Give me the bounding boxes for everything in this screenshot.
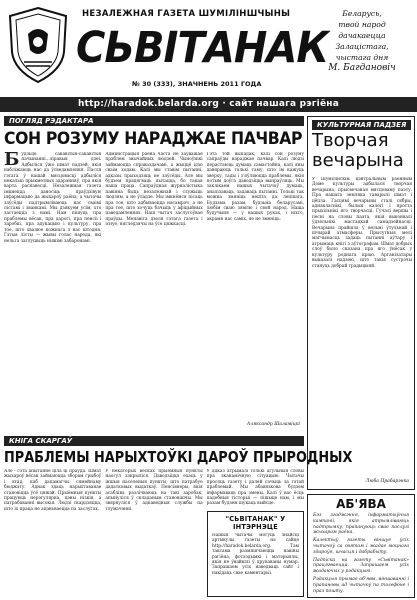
editorial-column: Гэта той выпадак, калі сон розуму сапраўды нараджае пачвар. Калі людзі перастаюць думаць самастойна, калі яны давяраюць толькі таму, што ім кажуць зверху, тады і з'яўляюцца праблемы, якія потым доўга даводзіцца выпраўляць. Мы заклікаем нашых чытачоў думаць, аналізаваць, задаваць пытанні. Толькі так можна змяніць нешта да лепшага. Будзьма разам, будзьма беларусамі, любім сваю зямлю і свой народ. Наша будучыня — у нашых руках, і ніхто, акрамя нас саміх, яе не зменіць. [206,152,304,222]
internet-info-box [207,511,304,597]
masthead [0,0,417,97]
dedication-line: чыстага дня [335,53,389,62]
complaints-rubric: КНІГА СКАРГАЎ [4,436,77,446]
dedication-line: твой народ [338,20,386,29]
announcements-list [308,511,414,598]
internet-box-text: Нашыя чытачы могуць знайсці артыкулы газеты на сайце http://haradok.belarda.org. Там таксама размяшчаюцца навіны рэгіёна, фотаздымкі і матэрыялы, якія не ўвайшлі ў друкаваны нумар. Запрашаем усіх наведваць сайт і пакідаць свае каментарыі. [212,533,299,576]
newspaper-subtitle: НЕЗАЛЕЖНАЯ ГАЗЕТА ШУМІЛІНШЧЫНЫ [82,9,291,19]
editorial-author: Аляксандр Шаламіцкі [246,422,300,427]
editorial-headline: СОН РОЗУМУ НАРАДЖАЕ ПАЧВАР [4,129,303,149]
editorial-rubric: ПОГЛЯД РЭДАКТАРА [4,116,99,126]
website-url-bar[interactable]: http://haradok.belarda.org · сайт нашага рэгіёна [0,97,417,112]
announcements-title: АБ'ЯВА [336,497,386,511]
issue-line: № 30 (333), ЗНАЧНЕНЬ 2011 ГОДА [132,80,262,88]
culture-headline: Творчая вечарына [312,130,404,171]
announcements-box [307,494,415,598]
editorial-article [4,116,304,434]
dedication-signature: М. Багдановіч [328,63,396,73]
complaints-column: У адказ атрымалі толькі агульныя словы пра эканамічную сітуацыю. Чытачы просяць газету і далей сачыць за гэтай праблемай. Мы абавязкова будзем інфармаваць пра змены. Калі ў вас ёсць падобныя гісторыі — пішыце нам, і мы разам будзем шукаць выйсце. [206,469,304,507]
culture-rubric: КУЛЬТУРНАЯ ПАДЗЕЯ [312,120,411,130]
complaints-column: Але - гэта апытанне ціла ці праўда. Шмат жыхароў вёсак займаюцца зборам грыбоў і ягад, каб дапамагчы сямейнаму бюджэту. Аднак здаць нарыхтаванае становіцца ўсё цяжэй. Прыёмныя пункты працуюць нерэгулярна, цэны нізкія, а патрабаванні высокія. Людзі скардзяцца, што іх праца не ацэньваецца па заслугах. [4,469,102,512]
announcement-item: Бэз згаджэння, інфарматыўныя кампаніі, якія атрымліваюць падтрымку, прапануюць свае паслугі жыхарам раёна. [313,513,409,536]
culture-article [307,116,415,490]
coat-of-arms-emblem [6,6,70,84]
complaints-headline: ПРАБЛЕМЫ НАРЫХТОЎКІ ДАРОЎ ПРЫРОДНЫХ [4,448,353,466]
internet-box-title: "СЬВІТАНАК" У ІНТЭРНЭЦЕ [225,515,286,531]
editorial-column-text: удзьце сакавітыя-сакавітыя пачынанні...ліравыя дзеі. Адбыліся ўжо шмат падзей, якія набліжаюць нас да ўсведамлення. Пасля гэтага ў нашай мясцовасці адбыліся некалькі прыкметных здарэнняў, пра якія варта распавесці. Незалежная газета імкнецца даносіць праўдзівую інфармацыю да жыхароў раёна, а чытачы заўсёды падтрымліваюць нас сваімі лістамі і званкамі. Мы дзякуем усім, хто застаецца з намі. Нам пішуць пра праблемы вёсак, пра дарогі, пра пенсіі і заробкі, пра адукацыю і культуру, пра тое, што хвалюе кожнага з нас штодня. Гэтыя лісты — жывы голас народа, які нельга заглушыць ніякімі забаронамі. [4,152,102,244]
dedication-line: Беларусь, [342,9,382,18]
culture-text: У Шумілінскім цэнтральным раённым Доме культуры адбылася творчая вечарына, прысвечаная мясцоваму паэту. Пра нашага земляка гаварылі шмат і цёпла. Гасцямі вечарыны сталі сябры, аднакласнікі, былыя калегі і проста прыхільнікі яго творчасці. Гучалі вершы і песні на словы паэта, якія выконвалі ўдзельнікі мастацкай самадзейнасці. Вечарына прайшла ў вельмі ўтульнай і шчырай атмасферы. Прысутныя мелі магчымасць задаць пытанні аўтару і атрымаць кнігі з аўтографам. Шмат добрых слоў было сказана пра яго ўнёсак у культуру роднага краю. Арганізатары выказалі надзею, што такія сустрэчы стануць добрай традыцыяй. [312,177,412,269]
culture-author: Люба Прабарэнка [365,479,409,484]
announcement-item: Падпіска на газету «Сьвітанак» працягваецца. Запрашаем усіх жадаючых у рэдакцыю. [313,557,409,575]
editorial-column [4,152,101,432]
drop-cap: Б [4,152,20,170]
announcement-item: Калектыў газеты віншуе ўсіх чытачоў са святам і жадае моцнага здароўя, шчасця і дабрабыту. [313,538,409,555]
editorial-columns [4,152,304,432]
complaints-column: У некаторых вёсках прыёмныя пункты наогул закрыліся. Даводзіцца ехаць у іншыя населеныя пункты, што патрабуе дадатковых выдаткаў. Пенсіянеры, якія асабліва разлічваюць на такі заробак, апынуліся ў складаным становішчы. Мы звярнуліся ў адпаведныя службы па тлумачэнні. [105,469,203,512]
editorial-column: Адміністрацыя раёна часта не заўважае праблем звычайных людзей. Чыноўнікі займаюцца справаздачамі, а жыццё ідзе сваім ходам. Калі мы ставім пытанні, адказы прыходзяць не заўсёды. Але мы будзем працягваць пытацца, бо такая наша праца. Сапраўдная журналістыка павінна быць незалежнай і служыць людзям, а не ўладзе. Мы імкнёмся пісаць пра тое, што адбываецца насамрэч, а не пра тое, што хочуць бачыць у афіцыйных паведамленнях. Наш чытач заслугоўвае праўды. Менавіта дзеля гэтага газета і існуе, нягледзячы на ўсе цяжкасці. [105,152,203,228]
dedication-line: дачакаецца [338,31,386,40]
newspaper-title: СЬВІТАНАК [76,23,329,73]
announcement-item: Рэдакцыя прымае аб'явы, віншаванні і прапановы ад чытачоў па тэлефоне і праз пошту. [313,576,409,594]
dedication-quote [312,8,412,74]
complaints-article [4,436,353,598]
dedication-line: Залацістага, [335,42,389,51]
